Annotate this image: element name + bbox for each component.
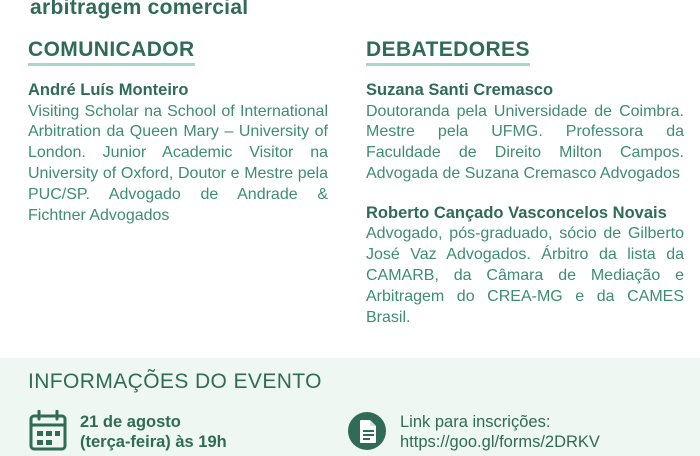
- event-info-title: INFORMAÇÕES DO EVENTO: [28, 370, 322, 393]
- person-bio: Visiting Scholar na School of International Arbitration da Queen Mary – University of London. Junior Academic Visitor na University of Oxford, Doutor e Mestre pela PUC/SP. Advogado de Andrade & Fichtner Advogados: [28, 102, 328, 224]
- section-title-debatedores: DEBATEDORES: [366, 38, 530, 66]
- event-date-item: [28, 410, 348, 452]
- section-title-comunicador: COMUNICADOR: [28, 38, 195, 66]
- person-name: Roberto Cançado Vasconcelos Novais: [366, 203, 667, 222]
- event-date-text: [80, 410, 227, 452]
- event-date-line1: 21 de agosto: [80, 413, 181, 431]
- form-document-icon: [348, 410, 388, 452]
- speaker-column-left: [28, 38, 328, 226]
- event-date-line2: (terça-feira) às 19h: [80, 433, 227, 452]
- person-entry: [366, 203, 684, 329]
- event-info-row: [28, 410, 672, 452]
- event-link-item: [348, 410, 668, 452]
- event-link-url[interactable]: https://goo.gl/forms/2DRKV: [400, 433, 600, 452]
- person-bio: Advogado, pós-graduado, sócio de Gilberto José Vaz Advogados. Árbitro da lista da CAMARB, da Câmara de Mediação e Arbitragem do CREA-MG e da CAMES Brasil.: [366, 225, 684, 326]
- person-bio: Doutoranda pela Universidade de Coimbra. Mestre pela UFMG. Professora da Faculdade de Direito Milton Campos. Advogada de Suzana Cremasco Advogados: [366, 102, 684, 183]
- event-link-label: Link para inscrições:: [400, 413, 551, 431]
- person-entry: [28, 80, 328, 226]
- person-name: Suzana Santi Cremasco: [366, 81, 554, 99]
- event-info-band: [0, 358, 700, 456]
- person-entry: [366, 80, 684, 185]
- person-name: André Luís Monteiro: [28, 81, 189, 99]
- event-link-text: [400, 410, 600, 452]
- page-title: arbitragem comercial: [30, 0, 249, 19]
- calendar-icon: [28, 410, 68, 452]
- speaker-column-right: [366, 38, 684, 328]
